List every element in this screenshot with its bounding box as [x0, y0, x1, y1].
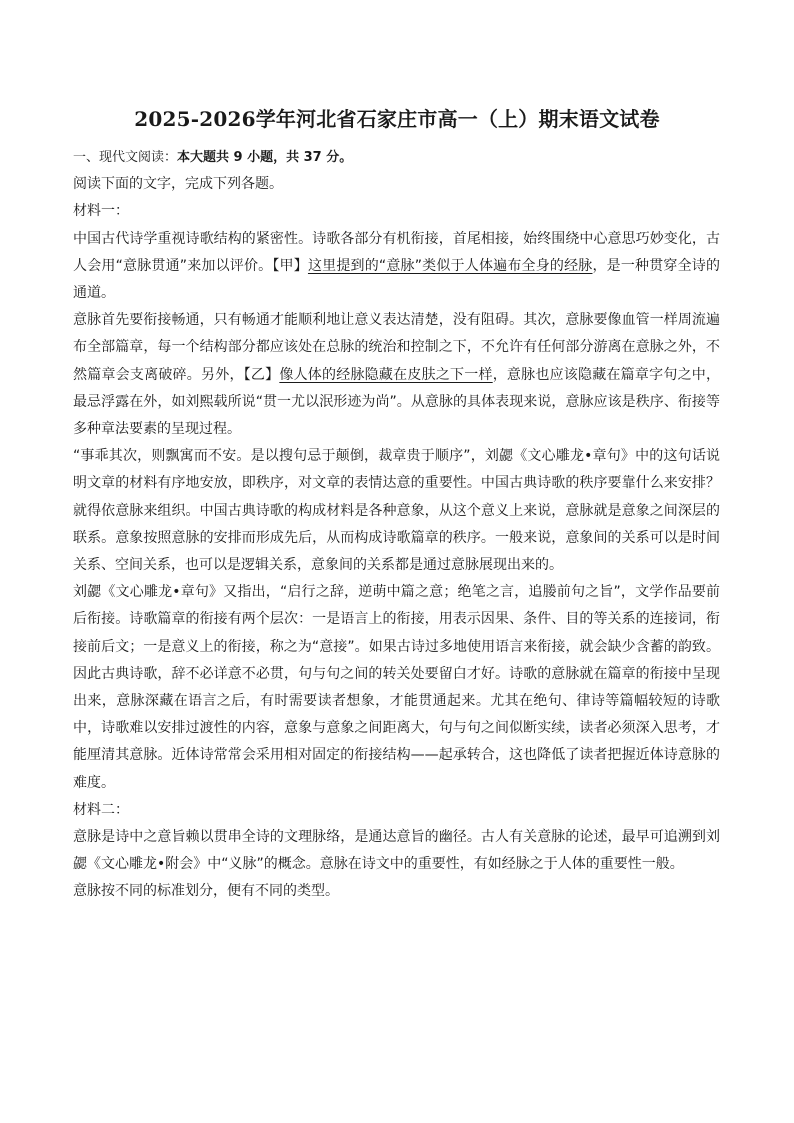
underlined-sentence-jia: 这里提到的“意脉”类似于人体遍布全身的经脉: [307, 257, 593, 274]
material-1-paragraph-3: “事乖其次，则飘寓而不安。是以搜句忌于颠倒，裁章贵于顺序”，刘勰《文心雕龙•章句》中的这句话说明文章的材料有序地安放，即秩序，对文章的表情达意的重要性。中国古典诗歌的秩序要靠什么来安排？就得依意脉来组织。中国古典诗歌的构成材料是各种意象，从这个意义上来说，意脉就是意象之间深层的联系。意象按照意脉的安排而形成先后，从而构成诗歌篇章的秩序。一般来说，意象间的关系可以是时间关系、空间关系，也可以是逻辑关系，意象间的关系都是通过意脉展现出来的。: [73, 448, 720, 574]
underlined-sentence-yi: 像人体的经脉隐藏在皮肤之下一样: [279, 366, 493, 383]
material-1-label: 材料一：: [73, 203, 129, 220]
exam-title: 2025-2026学年河北省石家庄市高一（上）期末语文试卷: [134, 107, 660, 131]
section-heading: [73, 144, 720, 171]
paragraph-text: 意脉首先要衔接畅通，只有畅通才能顺利地让意义表达清楚，没有阻碍。其次，意脉要像血管一样周流遍布全部篇章，每一个结构部分都应该处在总脉的统治和控制之下，不允许有任何部分游离在意脉之外，不然篇章会支离破碎。另外，【乙】: [73, 312, 720, 383]
instruction-text: 阅读下面的文字，完成下列各题。: [73, 176, 283, 193]
material-2-paragraph-2: 意脉按不同的标准划分，便有不同的类型。: [73, 883, 339, 900]
section-prefix: 一、现代文阅读：: [73, 150, 178, 165]
section-description: 本大题共 9 小题，共 37 分。: [177, 150, 353, 165]
paragraph-text: ，是一种贯穿全诗的通道。: [73, 257, 720, 302]
material-2-paragraph-1: 意脉是诗中之意旨赖以贯串全诗的文理脉络，是通达意旨的幽径。古人有关意脉的论述，最早可追溯到刘勰《文心雕龙•附会》中“义脉”的概念。意脉在诗文中的重要性，有如经脉之于人体的重要性一般。: [73, 829, 720, 873]
paragraph-text: 中国古代诗学重视诗歌结构的紧密性。诗歌各部分有机衔接，首尾相接，始终围绕中心意思巧妙变化，古人会用“意脉贯通”来加以评价。【甲】: [73, 230, 720, 274]
material-1-paragraph-1: [73, 226, 720, 308]
material-1-paragraph-4: 刘勰《文心雕龙•章句》又指出，“启行之辞，逆萌中篇之意；绝笔之言，追媵前句之旨”，文学作品要前后衔接。诗歌篇章的衔接有两个层次：一是语言上的衔接，用表示因果、条件、目的等关系的连接词，衔接前后文；一是意义上的衔接，称之为“意接”。如果古诗过多地使用语言来衔接，就会缺少含蓄的韵致。因此古典诗歌，辞不必详意不必贯，句与句之间的转关处要留白才好。诗歌的意脉就在篇章的衔接中呈现出来，意脉深藏在语言之后，有时需要读者想象，才能贯通起来。尤其在绝句、律诗等篇幅较短的诗歌中，诗歌难以安排过渡性的内容，意象与意象之间距离大，句与句之间似断实续，读者必须深入思考，才能厘清其意脉。近体诗常常会采用相对固定的衔接结构——起承转合，这也降低了读者把握近体诗意脉的难度。: [73, 584, 720, 791]
material-1-paragraph-2: [73, 307, 720, 443]
document-body: [73, 144, 720, 906]
material-2-label: 材料二：: [73, 801, 129, 818]
paragraph-text: ，意脉也应该隐藏在篇章字句之中，最忌浮露在外，如刘熙载所说“贯一尤以泯形迹为尚”。从意脉的具体表现来说，意脉应该是秩序、衔接等多种章法要素的呈现过程。: [73, 366, 721, 438]
